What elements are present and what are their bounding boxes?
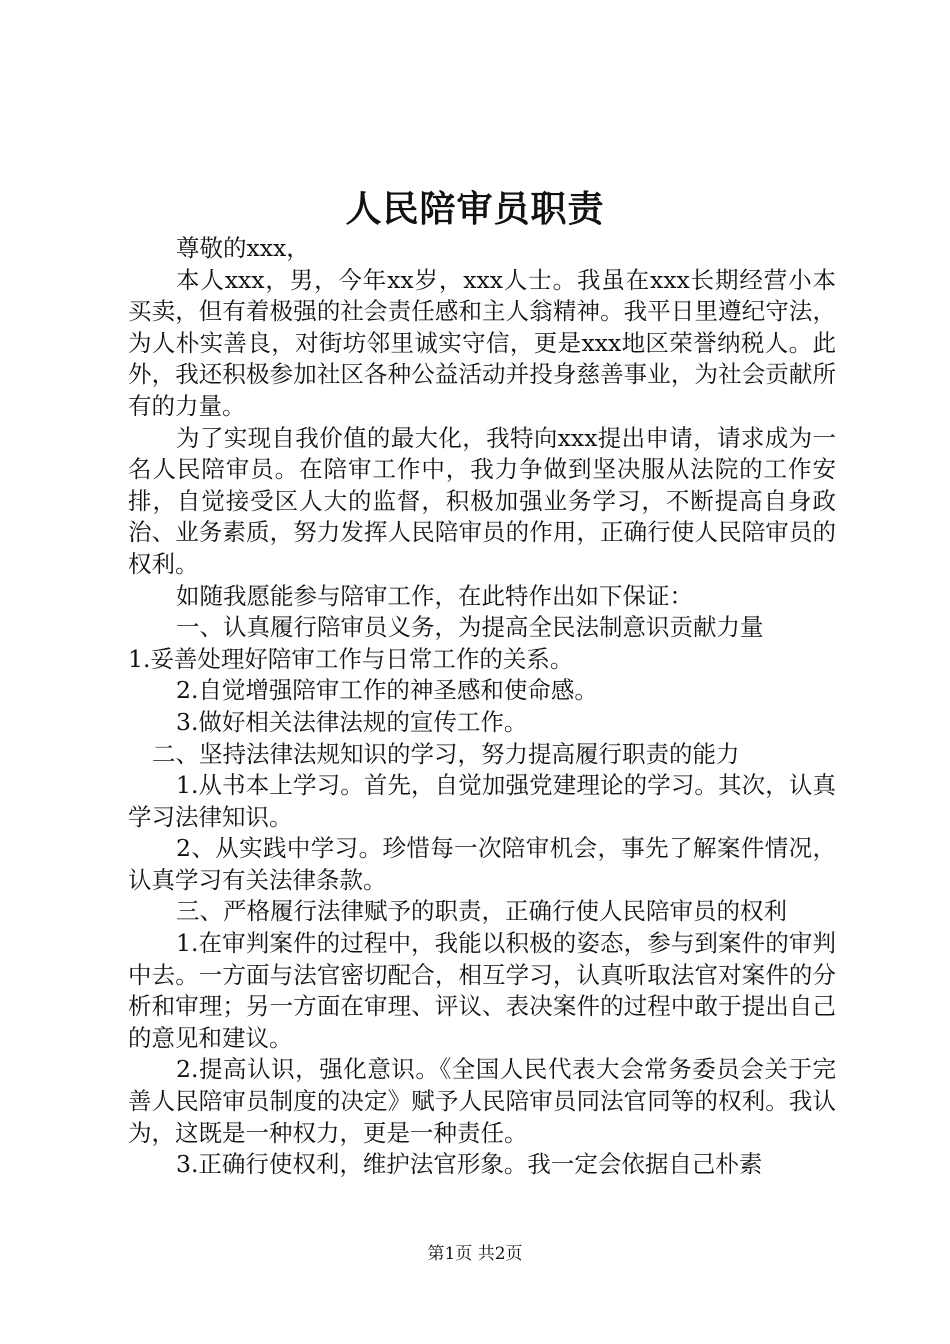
list-item: 2、从实践中学习。珍惜每一次陪审机会，事先了解案件情况，认真学习有关法律条款。 bbox=[128, 834, 836, 894]
list-item: 1.在审判案件的过程中，我能以积极的姿态，参与到案件的审判中去。一方面与法官密切配合，相互学习，认真听取法官对案件的分析和审理；另一方面在审理、评议、表决案件的过程中敢于提出自己的意见和建议。 bbox=[128, 929, 836, 1052]
paragraph-application: 为了实现自我价值的最大化，我特向xxx提出申请，请求成为一名人民陪审员。在陪审工作中，我力争做到坚决服从法院的工作安排，自觉接受区人大的监督，积极加强业务学习，不断提高自身政治、业务素质，努力发挥人民陪审员的作用，正确行使人民陪审员的权利。 bbox=[128, 423, 836, 578]
page-number-footer: 第1页 共2页 bbox=[427, 1244, 523, 1264]
section-heading-2: 二、坚持法律法规知识的学习，努力提高履行职责的能力 bbox=[152, 739, 740, 768]
document-body bbox=[128, 233, 836, 1181]
list-item: 1.从书本上学习。首先，自觉加强党建理论的学习。其次，认真学习法律知识。 bbox=[128, 771, 836, 831]
list-item: 3.正确行使权利，维护法官形象。我一定会依据自己朴素 bbox=[176, 1150, 763, 1179]
salutation: 尊敬的xxx， bbox=[176, 234, 310, 262]
list-item: 3.做好相关法律法规的宣传工作。 bbox=[176, 707, 528, 736]
list-item: 1.妥善处理好陪审工作与日常工作的关系。 bbox=[128, 644, 574, 673]
paragraph-self-intro: 本人xxx，男，今年xx岁，xxx人士。我虽在xxx长期经营小本买卖，但有着极强的社会责任感和主人翁精神。我平日里遵纪守法，为人朴实善良，对街坊邻里诚实守信，更是xxx地区荣誉纳税人。此外，我还积极参加社区各种公益活动并投身慈善事业，为社会贡献所有的力量。 bbox=[128, 265, 836, 420]
section-heading-1: 一、认真履行陪审员义务，为提高全民法制意识贡献力量 bbox=[176, 613, 764, 642]
list-item: 2.自觉增强陪审工作的神圣感和使命感。 bbox=[176, 676, 598, 705]
paragraph-guarantee-intro: 如随我愿能参与陪审工作，在此特作出如下保证： bbox=[176, 581, 693, 610]
page-title: 人民陪审员职责 bbox=[345, 188, 605, 230]
section-heading-3: 三、严格履行法律赋予的职责，正确行使人民陪审员的权利 bbox=[176, 897, 787, 926]
list-item: 2.提高认识，强化意识。《全国人民代表大会常务委员会关于完善人民陪审员制度的决定》赋予人民陪审员同法官同等的权利。我认为，这既是一种权力，更是一种责任。 bbox=[128, 1055, 836, 1147]
